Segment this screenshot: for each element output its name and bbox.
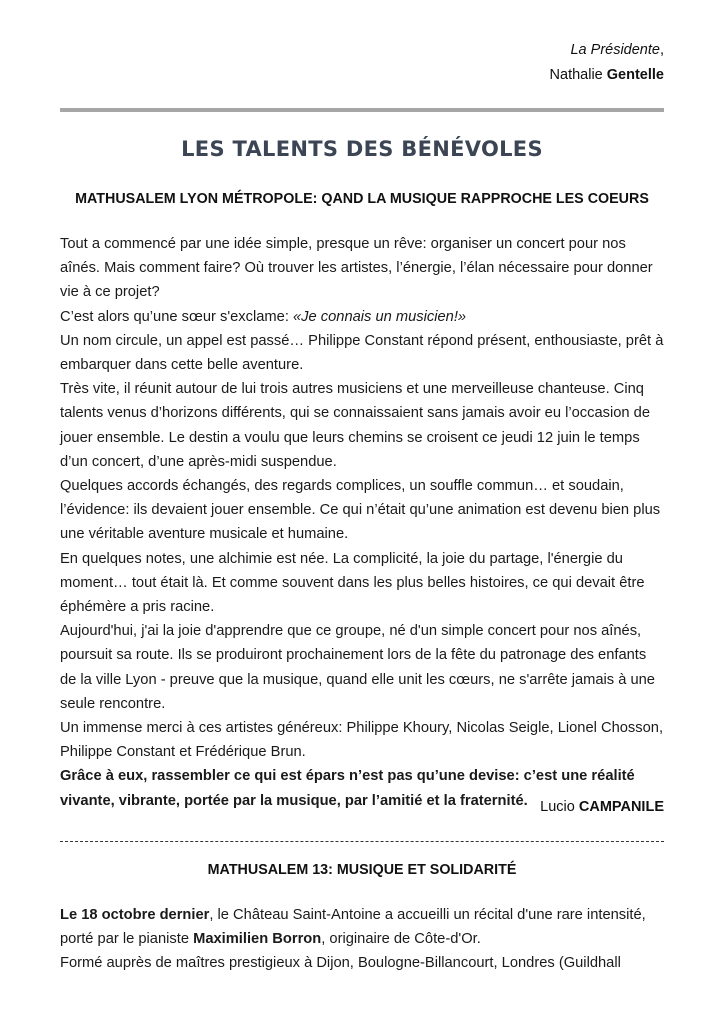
- article2-paragraph: [60, 903, 666, 951]
- article1-author: [540, 799, 664, 815]
- article1-title: MATHUSALEM LYON MÉTROPOLE: QAND LA MUSIQUE RAPPROCHE LES COEURS: [75, 191, 649, 207]
- article2-date: Le 18 octobre dernier: [60, 907, 210, 923]
- top-divider: [60, 108, 664, 112]
- article1-paragraph: Un immense merci à ces artistes généreux: Philippe Khoury, Nicolas Seigle, Lionel Chosson, Philippe Constant et Frédérique Brun.: [60, 720, 664, 761]
- article1-p2-text: C’est alors qu’une sœur s'exclame:: [60, 308, 293, 325]
- author-first-name: Lucio: [540, 799, 575, 815]
- author-last-name: CAMPANILE: [578, 799, 664, 815]
- section-divider: [60, 841, 664, 842]
- article2-paragraph: Formé auprès de maîtres prestigieux à Dijon, Boulogne-Billancourt, Londres (Guildhall: [60, 955, 621, 972]
- article1-paragraph: En quelques notes, une alchimie est née. La complicité, la joie du partage, l'énergie du moment… tout était là. Et comme souvent dans les plus belles histoires, ce qui devait être éphémère a pris racine.: [60, 550, 645, 616]
- article2-title: MATHUSALEM 13: MUSIQUE ET SOLIDARITÉ: [207, 862, 517, 878]
- signature-last-name: Gentelle: [606, 67, 664, 83]
- article1-paragraph: [60, 305, 666, 329]
- article1-paragraph: Tout a commencé par une idée simple, presque un rêve: organiser un concert pour nos aînés. Mais comment faire? Où trouver les artistes, l’énergie, l’élan nécessaire pour donner vie à ce projet?: [60, 236, 653, 301]
- article2-text: , originaire de Côte-d'Or.: [321, 931, 481, 948]
- article1-body: [60, 232, 666, 813]
- article1-conclusion: Grâce à eux, rassembler ce qui est épars n’est pas qu’une devise: c’est une réalité vivante, vibrante, portée par la musique, par l’amitié et la fraternité.: [60, 768, 635, 809]
- signature-block: [550, 38, 664, 88]
- signature-title: La Présidente: [570, 42, 660, 58]
- article2-text: , le Château Saint-Antoine a accueilli un récital d'une rare intensité, porté par le pianiste: [60, 907, 646, 948]
- page-title: LES TALENTS DES BÉNÉVOLES: [181, 137, 543, 161]
- signature-title-line: [550, 38, 664, 63]
- article1-paragraph: Très vite, il réunit autour de lui trois autres musiciens et une merveilleuse chanteuse. Cinq talents venus d’horizons différents, qui se connaissaient sans jamais avoir eu l’occasion de jouer ensemble. Le destin a voulu que leurs chemins se croisent ce jeudi 12 juin le temps d’un concert, d’une après-midi suspendue.: [60, 381, 651, 470]
- article1-paragraph: Aujourd'hui, j'ai la joie d'apprendre que ce groupe, né d'un simple concert pour nos aînés, poursuit sa route. Ils se produiront prochainement lors de la fête du patronage des enfants de la ville Lyon - preuve que la musique, quand elle unit les cœurs, ne s'arrête jamais à une seule rencontre.: [60, 623, 655, 712]
- article1-paragraph: Un nom circule, un appel est passé… Philippe Constant répond présent, enthousiaste, prêt à embarquer dans cette belle aventure.: [60, 332, 664, 374]
- signature-first-name: Nathalie: [549, 67, 603, 83]
- article2-pianist: Maximilien Borron: [193, 931, 322, 948]
- article1-quote: «Je connais un musicien!»: [293, 308, 467, 325]
- article2-body: [60, 903, 666, 976]
- signature-name-line: [550, 63, 664, 88]
- article1-paragraph: Quelques accords échangés, des regards complices, un souffle commun… et soudain, l’évidence: ils devaient jouer ensemble. Ce qui n’était qu’une animation est devenu bien plus une véritable aventure musicale et humaine.: [60, 478, 661, 543]
- signature-comma: ,: [659, 42, 664, 58]
